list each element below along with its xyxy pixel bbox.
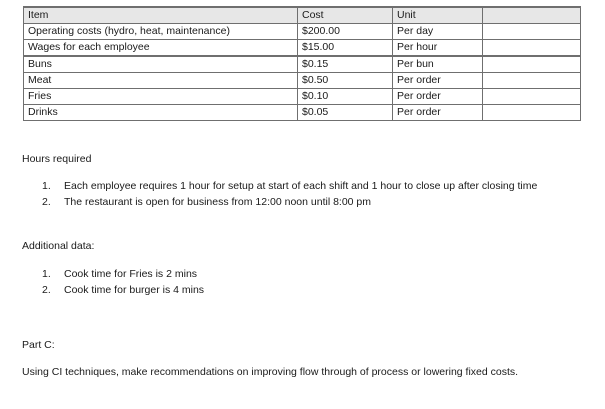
header-blank [483, 7, 581, 24]
cell-unit: Per day [393, 24, 483, 40]
additional-list [22, 266, 552, 298]
additional-heading: Additional data: [22, 240, 95, 252]
table-header-row [24, 7, 581, 24]
cell-cost: $200.00 [298, 24, 393, 40]
table-row [24, 24, 581, 40]
list-number: 1. [42, 268, 51, 280]
header-item: Item [24, 7, 298, 24]
cell-cost: $0.05 [298, 105, 393, 121]
list-item-text: Cook time for Fries is 2 mins [64, 268, 198, 280]
part-c-heading: Part C: [22, 339, 55, 351]
cost-table [23, 6, 581, 121]
cell-item: Operating costs (hydro, heat, maintenance) [24, 24, 298, 40]
list-number: 2. [42, 196, 51, 208]
header-cost: Cost [298, 7, 393, 24]
cell-blank [483, 105, 581, 121]
cell-blank [483, 73, 581, 89]
cell-blank [483, 40, 581, 57]
cell-unit: Per bun [393, 56, 483, 73]
cell-unit: Per order [393, 105, 483, 121]
list-item [22, 266, 552, 282]
cell-blank [483, 89, 581, 105]
cell-blank [483, 56, 581, 73]
cell-item: Wages for each employee [24, 40, 298, 57]
list-item [22, 178, 552, 194]
cell-item: Meat [24, 73, 298, 89]
cell-item: Drinks [24, 105, 298, 121]
cell-unit: Per order [393, 73, 483, 89]
cell-cost: $0.50 [298, 73, 393, 89]
list-item [22, 282, 552, 298]
list-item-text: The restaurant is open for business from 12:00 noon until 8:00 pm [64, 196, 372, 208]
table-row [24, 73, 581, 89]
header-unit: Unit [393, 7, 483, 24]
table-row [24, 40, 581, 57]
cell-cost: $15.00 [298, 40, 393, 57]
cell-item: Buns [24, 56, 298, 73]
list-item [22, 194, 552, 210]
list-item-text: Cook time for burger is 4 mins [64, 284, 205, 296]
hours-heading: Hours required [22, 153, 92, 165]
cell-unit: Per order [393, 89, 483, 105]
cell-blank [483, 24, 581, 40]
hours-list [22, 178, 552, 210]
cell-cost: $0.10 [298, 89, 393, 105]
cell-item: Fries [24, 89, 298, 105]
table-row [24, 105, 581, 121]
list-number: 2. [42, 284, 51, 296]
list-number: 1. [42, 180, 51, 192]
cell-unit: Per hour [393, 40, 483, 57]
part-c-text: Using CI techniques, make recommendations on improving flow through of process or lowering fixed costs. [22, 366, 519, 378]
list-item-text: Each employee requires 1 hour for setup at start of each shift and 1 hour to close up after closing time [64, 180, 538, 192]
table-row [24, 56, 581, 73]
cell-cost: $0.15 [298, 56, 393, 73]
table-row [24, 89, 581, 105]
